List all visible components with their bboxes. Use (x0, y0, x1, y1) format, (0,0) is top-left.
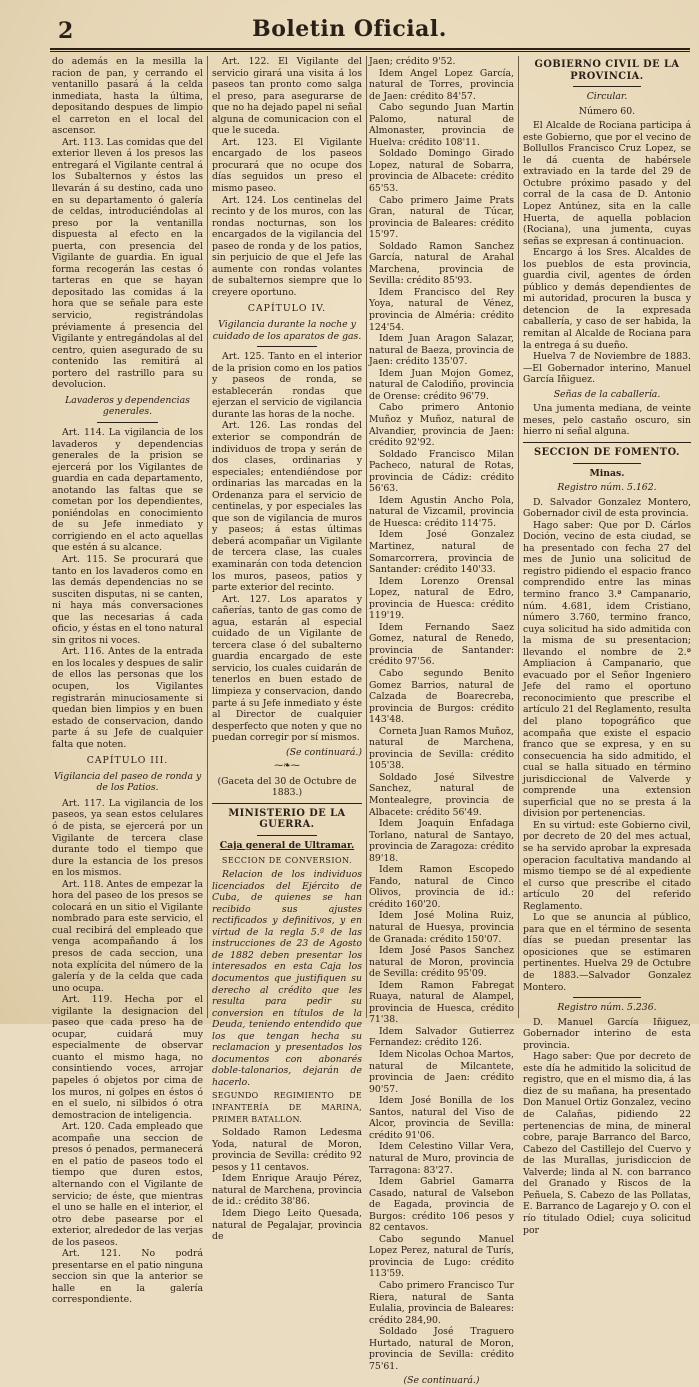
continued-note: (Se continuará.) (285, 746, 362, 758)
paragraph: D. Manuel García Iñiguez, Gobernador interino de esta provincia. (523, 1016, 691, 1051)
paragraph: Art. 117. La vigilancia de los paseos, ya sean estos celulares ó de pista, se ejercerá por un Vigilante de tercera clase durante todo el tiempo que dure la estancia de los presos en los mismos. (52, 797, 203, 879)
list-item: Soldado Ramon Sanchez García, natural de Arahal Marchena, provincia de Sevilla: crédito 85'93. (369, 240, 514, 287)
paragraph: Lo que se anuncia al público, para que en el término de sesenta días se puedan presentar las oposiciones que se estimaren pertinentes. Huelva 29 de Octubre de 1883.—Salvador Gonzalez Montero. (523, 912, 691, 993)
paragraph: Una jumenta mediana, de veinte meses, pelo castaño oscuro, sin hierro ni señal alguna. (523, 403, 691, 438)
column-divider (366, 56, 367, 1018)
regiment-label: SEGUNDO REGIMIENTO DE INFANTERÍA DE MARINA, PRIMER BATALLON. (212, 1091, 362, 1124)
paragraph: Art. 115. Se procurará que tanto en los lavaderos como en las demás dependencias no se susciten disputas, ni se canten, ni haya más conversaciones que las necesarias á cada oficio, y éstas en el tono natural sin gritos ni voces. (52, 553, 203, 646)
description-heading: Señas de la caballería. (553, 388, 661, 400)
list-item: Idem Juan Mojon Gomez, natural de Calodiño, provincia de Orense: crédito 96'79. (369, 367, 514, 402)
list-item: Idem Celestino Villar Vera, natural de Muro, provincia de Tarragona: 83'27. (369, 1141, 514, 1176)
column-4 (523, 56, 691, 1236)
paragraph: Art. 114. La vigilancia de los lavaderos y dependencias generales de la prision se ejercerá por los Vigilantes de guardia en cada departamento, anotando las faltas que se cometan por los dependientes, poniéndolas en conocimiento de su Jefe inmediato y corrigiendo en el acto aquellas que estén á su alcance. (52, 426, 203, 554)
paragraph: Huelva 7 de Noviembre de 1883.—El Gobernador interino, Manuel García Iñiguez. (523, 351, 691, 386)
paragraph: Art. 125. Tanto en el interior de la prision como en los patios y paseos de ronda, se establecerán rondas que ejerzan el servicio de vigilancia durante las horas de la noche. (212, 351, 362, 420)
paragraph: Art. 127. Los aparatos y cañerías, tanto de gas como de agua, estarán al especial cuidado de un Vigilante de tercera clase ó del subalterno guardia encargado de este servicio, los cuales cuidarán de tenerlos en buen estado de limpieza y conservacion, dando parte á su Jefe inmediato y éste al Director de cualquier desperfecto que noten y que no puedan corregir por sí mismos. (212, 593, 362, 744)
list-item: Idem José Molina Ruiz, natural de Huesya, provincia de Granada: crédito 150'07. (369, 910, 514, 945)
paragraph: Art. 123. El Vigilante encargado de los paseos procurará que no ocupe dos días seguidos un preso el mismo paseo. (212, 136, 362, 195)
subsection-heading: Minas. (589, 467, 625, 479)
chapter-heading: CAPÍTULO IV. (247, 303, 327, 315)
list-item: Corneta Juan Ramos Muñoz, natural de Marchena, provincia de Sevilla: crédito 105'38. (369, 725, 514, 772)
divider (573, 86, 640, 87)
list-item: Cabo primero Jaime Prats Gran, natural de Túcar, provincia de Baleares: crédito 15'97. (369, 194, 514, 241)
office-heading: Caja general de Ultramar. (219, 840, 355, 851)
section-heading: Vigilancia del paseo de ronda y de los Patios. (53, 770, 202, 794)
divider (97, 422, 157, 423)
paragraph: Hago saber: Que por D. Cárlos Doción, vecino de esta ciudad, se ha presentado con fecha 27 del mes de Junio una solicitud de registro pidiendo el espacio franco comprendido entre las minas termino franco 3.ª Campanario, núm. 4.681, idem Cristiano, número 3.760, termino franco, cuya solicitud ha sido admitida con la misma de su presentacion; llevando el nombre de 2.ª Ampliacion á Campanario, que evacuado por el Señor Ingeniero Jefe del ramo el oportuno reconocimiento que prescribe el artículo 21 del Reglamento, resulta del plano topográfico que acompaña que existe el espacio franco que se expresa, y en su consecuencia ha sido admitido, el cual se halla situado en término jurisdiccional de Valverde y comprende una extension superficial que no se presta á la division por pertenencias. (523, 519, 691, 820)
list-item: Idem Salvador Gutierrez Fernandez: crédito 126. (369, 1025, 514, 1049)
divider (212, 803, 362, 804)
paragraph: do además en la mesilla la racion de pan, y cerrando el ventanillo pasará á la celda inmediata, hasta la última, depositando despues de limpio el carreton en el local del ascensor. (52, 56, 203, 137)
paragraph: Art. 113. Las comidas que del exterior lleven á los presos las entregará el Vigilante central á los Subalternos y éstos las llevarán á su destino, cada uno en su departamento ó galería de celdas, introduciéndolas al preso por la ventanilla dispuesta al efecto en la puerta, con presencia del Vigilante de guardia. En igual forma recogerán las cestas ó tarteras en que se hayan depositado las comidas á la hora que se señale para este servicio, registrándolas préviamente á presencia del Vigilante y entregándolas al del centro, quien asegurado de su contenido las remitirá al portero del rastrillo para su devolucion. (52, 136, 203, 391)
column-divider (207, 56, 208, 1018)
page-header (0, 0, 699, 50)
list-item: Idem Fernando Saez Gomez, natural de Renedo, provincia de Santander: crédito 97'56. (369, 621, 514, 668)
paragraph: Art. 120. Cada empleado que acompañe una seccion de presos ó penados, permanecerá en el patio de paseos todo el tiempo que duren estos, alternando con el Vigilante de servicio; de éste, que mientras el uno se halle en el interior, el otro debe pasearse por el exterior, alrededor de las verjas de los paseos. (52, 1121, 203, 1248)
list-item: Idem Francisco del Rey Yoya, natural de Vénez, provincia de Alméria: crédito 124'54. (369, 286, 514, 333)
list-item: Soldado Francisco Milan Pacheco, natural de Rotas, provincia de Cádiz: crédito 56'63. (369, 448, 514, 495)
list-item: Idem Nicolas Ochoa Martos, natural de Milcantete, provincia de Jaen: crédito 90'57. (369, 1049, 514, 1095)
registry-number: Registro núm. 5.236. (557, 1002, 657, 1014)
list-item: Soldado Domingo Girado Lopez, natural de Sobarra, provincia de Albacete: crédito 65'53. (369, 148, 514, 195)
list-item: Idem José Pasos Sanchez natural de Moron, provincia de Sevilla: crédito 95'09. (369, 945, 514, 980)
page-number: 2 (58, 18, 74, 44)
paragraph: Encargo á los Sres. Alcaldes de los pueblos de esta provincia, guardia civil, agentes de órden público y demás dependientes de mi autoridad, procuren la busca y detencion de la expresada caballería, y caso de ser habida, la remitan al Alcalde de Rociana para la entrega á su dueño. (523, 247, 691, 351)
list-item: Idem Angel Lopez García, natural de Torres, provincia de Jaen: crédito 84'57. (369, 67, 514, 102)
list-item: Jaen; crédito 9'52. (369, 56, 456, 67)
header-rule-thin (50, 51, 690, 52)
paragraph: D. Salvador Gonzalez Montero, Gobernador civil de esta provincia. (523, 496, 691, 520)
paragraph: Art. 121. No podrá presentarse en el patio ninguna seccion sin que la anterior se halle en la galería correspondiente. (52, 1248, 203, 1306)
list-item: Idem José Bonilla de los Santos, natural del Viso de Alcor, provincia de Sevilla: crédito 91'06. (369, 1095, 514, 1141)
government-heading: GOBIERNO CIVIL DE LA PROVINCIA. (534, 59, 680, 82)
header-rule (50, 48, 690, 50)
section-heading: Lavaderos y dependencias generales. (65, 394, 190, 418)
registry-number: Registro núm. 5.162. (557, 482, 657, 494)
divider (257, 346, 317, 347)
list-item: Idem Agustin Ancho Pola, natural de Vizcamil, provincia de Huesca: crédito 114'75. (369, 494, 514, 529)
paragraph: Hago saber: Que por decreto de este día he admitido la solicitud de registro, que en el mismo dia, á las diez de su mañana, ha presentado Don Manuel Ortiz Gonzalez, vecino de Calañas, pidiendo 22 pertenencias de mina, de mineral cobre, paraje Barranco del Barco, Cabezo del Castillejo del Cuervo y de las Murallas, jurisdiccion de Valverde; linda al N. con barranco del Granado y Riscos de la Peñuela, S. Cabezo de las Pollatas, E. Barranco de Lagarejo y O. con el río titulado Odiel; cuya solicitud por (523, 1051, 691, 1236)
list-item: Idem Enrique Araujo Pérez, natural de Marchena, provincia de id.: crédito 38'86. (212, 1173, 362, 1208)
section-label: SECCION DE CONVERSION. (221, 855, 353, 865)
list-item: Cabo primero Francisco Tur Riera, natural de Santa Eulalia, provincia de Baleares: crédito 284,90. (369, 1279, 514, 1326)
list-item: Idem Lorenzo Orensal Lopez, natural de Edro, provincia de Huesca: crédito 119'19. (369, 575, 514, 622)
ministry-heading: MINISTERIO DE LA GUERRA. (228, 807, 346, 831)
ornament-divider: ⁓❧⁓ (274, 761, 300, 772)
section-heading: SECCION DE FOMENTO. (534, 446, 680, 458)
list-item: Soldado José Silvestre Sanchez, natural de Montealegre, provincia de Albacete: crédito 56'49. (369, 771, 514, 818)
intro-paragraph: Relacion de los individuos licenciados del Ejército de Cuba, de quienes se han recibido sus ajustes rectificados y definitivos, y en virtud de la regla 5.ª de las instrucciones de 23 de Agosto de 1882 deben presentar los interesados en esta Caja los documentos que justifiquen su derecho al crédito que les resulta para pedir su conversion en títulos de la Deuda, teniendo entendido que los que tengan hecha su reclamacion y presentados los documentos con abonarés doble-talonarios, dejarán de hacerlo. (212, 869, 362, 1088)
paragraph: El Alcalde de Rociana participa á este Gobierno, que por el vecino de Bollullos Francisco Cruz Lopez, se le dá cuenta de habérsele extraviado en la tarde del 29 de Octubre próximo pasado y del corral de la casa de D. Antonio Lopez Antúnez, sita en la calle Huerta, de aquella poblacion (Rociana), una jumenta, cuyas señas se expresan á continuacion. (523, 120, 691, 247)
divider (573, 997, 640, 998)
chapter-heading: CAPÍTULO III. (86, 755, 169, 767)
page-title: Boletin Oficial. (252, 16, 447, 42)
paragraph: Art. 126. Las rondas del exterior se compondrán de individuos de tropa y serán de dos clases, ordinarias y especiales; entendiéndose por ordinarias las marcadas en la Ordenanza para el servicio de centinelas, y por especiales las que son de vigilancia de muros y paseos; á estas últimas deberá acompañar un Vigilante de tercera clase, las cuales examinarán con toda detencion los muros, paseos, patios y parte exterior del recinto. (212, 420, 362, 594)
circular-label: Circular. (586, 91, 628, 103)
column-1 (52, 56, 203, 1306)
list-item: Idem Ramon Escopedo Fando, natural de Cinco Olivos, provincia de id.: crédito 160'20. (369, 864, 514, 910)
list-item: Idem Ramon Fabregat Ruaya, natural de Alampel, provincia de Huesca, crédito 71'38. (369, 979, 514, 1026)
divider (573, 463, 640, 464)
column-3 (369, 56, 514, 1387)
paragraph: Art. 122. El Vigilante del servicio girará una visita á los paseos tan pronto como salga el preso, para asegurarse de que no ha dejado papel ni señal alguna de comunicacion con el que le suceda. (212, 56, 362, 137)
continued-note: (Se continuará.) (403, 1375, 480, 1387)
list-item: Cabo segundo Manuel Lopez Perez, natural de Turís, provincia de Lugo: crédito 113'59. (369, 1233, 514, 1280)
section-heading: Vigilancia durante la noche y cuidado de los aparatos de gas. (212, 319, 362, 342)
paragraph: Art. 124. Los centinelas del recinto y de los muros, con las rondas nocturnas, son los encargados de la vigilancia del paseo de ronda y de los patios, sin perjuicio de que el Jefe las aumente con rondas volantes de subalternos siempre que lo creyere oportuno. (212, 194, 362, 298)
paragraph: En su virtud: este Gobierno civil, por decreto de 20 del mes actual, se ha servido aprobar la expresada operacion facultativa mandando al mismo tiempo se dé al expediente el curso que prescribe el citado artículo 20 del referido Reglamento. (523, 819, 691, 912)
gazette-date: (Gaceta del 30 de Octubre de 1883.) (217, 775, 357, 799)
list-item: Soldado Ramon Ledesma Yoda, natural de Moron, provincia de Sevilla: crédito 92 pesos y 11 centavos. (212, 1127, 362, 1173)
list-item: Idem José Gonzalez Martinez, natural de Somarcorrera, provincia de Santander: crédito 140'33. (369, 529, 514, 576)
list-item: Idem Joaquin Enfadaga Torlano, natural de Santayo, provincia de Zaragoza: crédito 89'18. (369, 818, 514, 864)
column-2 (212, 56, 362, 1243)
list-item: Cabo primero Antonio Muñoz y Muñoz, natural de Alvandier, provincia de Jaen: crédito 92'92. (369, 402, 514, 449)
list-item: Soldado José Traguero Hurtado, natural de Moron, provincia de Sevilla: crédito 75'61. (369, 1326, 514, 1372)
divider (523, 442, 691, 443)
list-item: Cabo segundo Benito Gomez Barrios, natural de Calzada de Boarecreba, provincia de Burgos: crédito 143'48. (369, 667, 514, 726)
circular-number: Número 60. (578, 105, 636, 117)
list-item: Idem Diego Leito Quesada, natural de Pegalajar, provincia de (212, 1207, 362, 1243)
list-item: Cabo segundo Juan Martin Palomo, natural de Almonaster, provincia de Huelva: crédito 108'11. (369, 102, 514, 148)
paragraph: Art. 119. Hecha por el vigilante la designacion del paseo que cada preso ha de ocupar, cuidará muy especialmente de observar cuanto el mismo haga, no consintiendo voces, arrojar papeles ó objetos por cima de los muros, ni golpes en éstos ó en el suelo, ni silbidos ó otra demostracion de inteligencia. (52, 994, 203, 1121)
list-item: Idem Juan Aragon Salazar, natural de Baeza, provincia de Jaen: crédito 135'07. (369, 333, 514, 368)
paragraph: Art. 118. Antes de empezar la hora del paseo de los presos se colocará en un sitio el Vigilante nombrado para este servicio, el cual recibirá del empleado que venga acompañando á los presos de cada seccion, una nota explícita del número de la galería y de la celda que cada uno ocupa. (52, 878, 203, 994)
column-divider (518, 56, 519, 1018)
list-item: Idem Gabriel Gamarra Casado, natural de Valsebon de Eagada, provincia de Burgos: crédito 106 pesos y 82 centavos. (369, 1176, 514, 1234)
paragraph: Art. 116. Antes de la entrada en los locales y despues de salir de ellos las personas que los ocupen, los Vigilantes registrarán minuciosamente si quedan bien limpios y en buen estado de conservacion, dando parte á su Jefe de cualquier falta que noten. (52, 646, 203, 750)
divider (257, 835, 317, 836)
